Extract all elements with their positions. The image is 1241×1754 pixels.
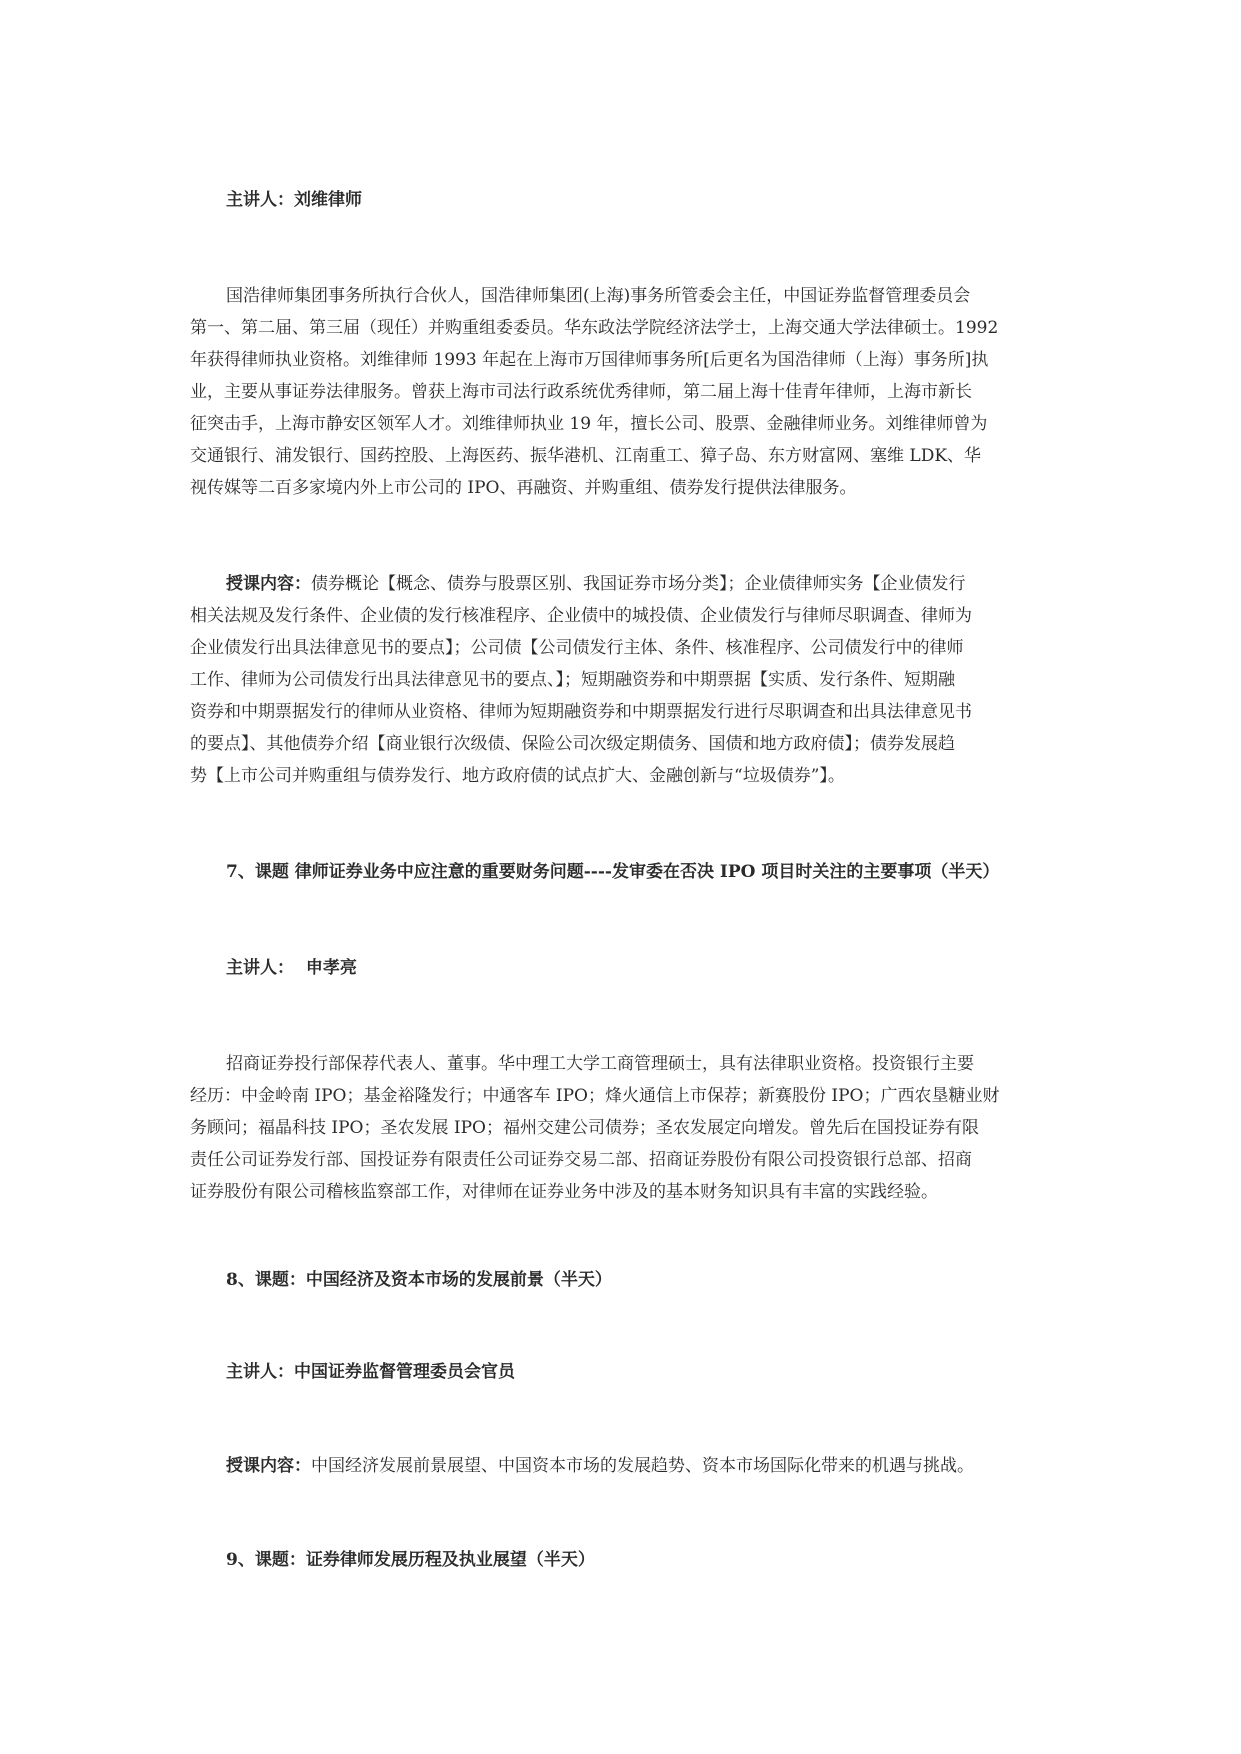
section-8-title: 8、课题：中国经济及资本市场的发展前景（半天） [226,1270,612,1290]
course-liu-line-2: 相关法规及发行条件、企业债的发行核准程序、企业债中的城投债、企业债发行与律师尽职调查、律师为 [190,606,972,626]
bio-liu-line-5: 征突击手，上海市静安区领军人才。刘维律师执业 19 年，擅长公司、股票、金融律师业务。刘维律师曾为 [190,414,988,434]
bio-shen-line-3: 务顾问；福晶科技 IPO；圣农发展 IPO；福州交建公司债券；圣农发展定向增发。曾先后在国投证券有限 [190,1118,979,1138]
section-8-course-label: 授课内容： [226,1456,311,1476]
bio-liu-line-4: 业，主要从事证券法律服务。曾获上海市司法行政系统优秀律师，第二届上海十佳青年律师，上海市新长 [190,382,972,402]
bio-shen-line-1: 招商证券投行部保荐代表人、董事。华中理工大学工商管理硕士，具有法律职业资格。投资银行主要 [226,1054,974,1074]
bio-shen-line-5: 证券股份有限公司稽核监察部工作，对律师在证券业务中涉及的基本财务知识具有丰富的实践经验。 [190,1182,938,1202]
section-8-course [226,1456,974,1476]
bio-shen-line-4: 责任公司证券发行部、国投证券有限责任公司证券交易二部、招商证券股份有限公司投资银行总部、招商 [190,1150,972,1170]
course-liu-line-6: 的要点】、其他债券介绍【商业银行次级债、保险公司次级定期债务、国债和地方政府债】；债券发展趋 [190,734,955,754]
course-label: 授课内容： [226,574,311,594]
course-liu-line-7: 势【上市公司并购重组与债券发行、地方政府债的试点扩大、金融创新与“垃圾债券”】。 [190,766,845,786]
section-9-title: 9、课题：证券律师发展历程及执业展望（半天） [226,1550,595,1570]
course-liu-line-1 [226,574,966,594]
section-8-speaker: 主讲人：中国证券监督管理委员会官员 [226,1362,515,1382]
section-7-title: 7、课题 律师证券业务中应注意的重要财务问题----发审委在否决 IPO 项目时关注的主要事项（半天） [226,862,1000,882]
bio-liu-line-7: 视传媒等二百多家境内外上市公司的 IPO、再融资、并购重组、债券发行提供法律服务。 [190,478,857,498]
course-text: 债券概论【概念、债券与股票区别、我国证券市场分类】；企业债律师实务【企业债发行 [311,574,966,594]
section-8-course-text: 中国经济发展前景展望、中国资本市场的发展趋势、资本市场国际化带来的机遇与挑战。 [311,1456,974,1476]
course-liu-line-3: 企业债发行出具法律意见书的要点】；公司债【公司债发行主体、条件、核准程序、公司债发行中的律师 [190,638,964,658]
bio-liu-line-2: 第一、第二届、第三届（现任）并购重组委委员。华东政法学院经济法学士，上海交通大学法律硕士。1992 [190,318,999,338]
bio-liu-line-1: 国浩律师集团事务所执行合伙人，国浩律师集团(上海)事务所管委会主任，中国证券监督管理委员会 [226,286,971,306]
bio-liu-line-6: 交通银行、浦发银行、国药控股、上海医药、振华港机、江南重工、獐子岛、东方财富网、塞维 LDK、华 [190,446,982,466]
course-liu-line-4: 工作、律师为公司债发行出具法律意见书的要点、】；短期融资券和中期票据【实质、发行条件、短期融 [190,670,955,690]
speaker-liu-heading: 主讲人：刘维律师 [226,190,362,210]
bio-liu-line-3: 年获得律师执业资格。刘维律师 1993 年起在上海市万国律师事务所[后更名为国浩律师（上海）事务所]执 [190,350,989,370]
bio-shen-line-2: 经历：中金岭南 IPO；基金裕隆发行；中通客车 IPO；烽火通信上市保荐；新赛股份 IPO；广西农垦糖业财 [190,1086,1000,1106]
section-7-speaker: 主讲人： 申孝亮 [226,958,357,978]
course-liu-line-5: 资券和中期票据发行的律师从业资格、律师为短期融资券和中期票据发行进行尽职调查和出具法律意见书 [190,702,972,722]
